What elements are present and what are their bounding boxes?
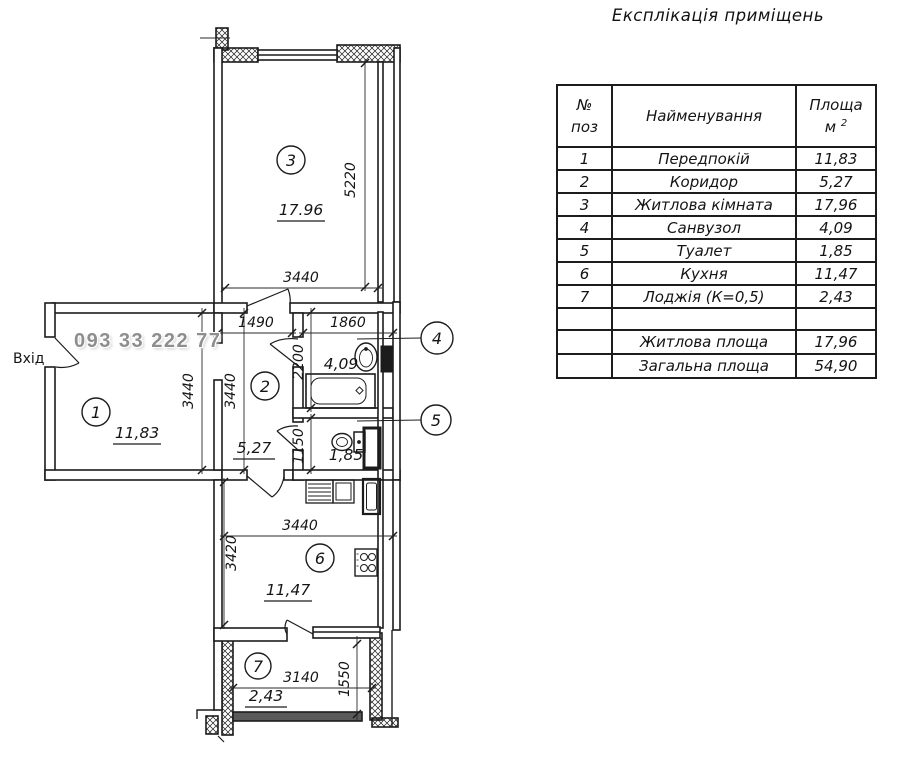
dim-loggia-height: 1550 (337, 661, 353, 697)
dim-hall-height: 3440 (223, 373, 239, 409)
cell-name: Туалет (612, 239, 796, 262)
dim-room3-width: 3440 (283, 270, 319, 286)
area-room-5: 1,85 (328, 446, 364, 464)
cell-pos: 2 (557, 170, 612, 193)
wall-room3-outer-right (394, 48, 400, 302)
svg-text:6: 6 (314, 549, 326, 568)
area-room-1: 11,83 (114, 424, 160, 442)
wall-left-upper (214, 48, 222, 310)
svg-text:2: 2 (259, 377, 271, 396)
bathtub-icon (306, 374, 375, 408)
stove-icon (355, 549, 377, 576)
dim-wc-height: 1150 (291, 428, 307, 464)
cell-area: 17,96 (796, 193, 876, 216)
cell-pos: 4 (557, 216, 612, 239)
washbasin-icon (355, 343, 377, 371)
page-title: Експлікація приміщень (611, 6, 825, 25)
cell-name: Коридор (612, 170, 796, 193)
svg-text:7: 7 (252, 657, 264, 676)
header-name: Найменування (612, 85, 796, 147)
room-6-badge (306, 544, 334, 572)
cell-area: 54,90 (796, 354, 876, 378)
header-area-sup: 2 (840, 118, 848, 129)
cell-name: Житлова кімната (612, 193, 796, 216)
dim-bath-height: 2200 (291, 344, 307, 380)
loggia-parapet (233, 712, 362, 721)
header-pos-line1: № (576, 95, 593, 114)
dim-room1-height: 3440 (181, 373, 197, 409)
dim-kitchen-width: 3440 (282, 518, 318, 534)
cell-name: Санвузол (612, 216, 796, 239)
cell-pos: 7 (557, 285, 612, 308)
wall-room1-bottom (45, 470, 222, 480)
dim-hall-top: 1490 (238, 315, 274, 331)
area-room-3: 17.96 (278, 201, 324, 219)
wall-room1-left-bottom (45, 367, 55, 480)
room-3-badge (277, 146, 305, 174)
cell-pos: 1 (557, 147, 612, 170)
room-1-badge (82, 398, 110, 426)
watermark-phone: 093 33 222 77 (74, 330, 222, 352)
cell-name: Кухня (612, 262, 796, 285)
svg-text:3: 3 (285, 151, 297, 170)
dim-bath-width: 1860 (330, 315, 366, 331)
cell-area: 11,47 (796, 262, 876, 285)
dimension-labels (181, 162, 366, 697)
svg-text:1: 1 (90, 403, 102, 422)
room-2-badge (251, 372, 279, 400)
cell-pos: 5 (557, 239, 612, 262)
door-room3 (247, 289, 290, 306)
cell-name: Передпокій (612, 147, 796, 170)
room-4-callout (357, 322, 453, 354)
cell-area: 5,27 (796, 170, 876, 193)
cell-area: 4,09 (796, 216, 876, 239)
cell-pos: 6 (557, 262, 612, 285)
dim-room3-height: 5220 (343, 162, 359, 198)
cell-name: Загальна площа (612, 354, 796, 378)
cell-name: Житлова площа (612, 330, 796, 354)
cell-area: 11,83 (796, 147, 876, 170)
area-room-7: 2,43 (248, 687, 284, 705)
header-area-unit: м (824, 118, 837, 136)
area-room-4: 4,09 (323, 355, 359, 373)
cell-area: 1,85 (796, 239, 876, 262)
wall-room1-left-top (45, 303, 55, 337)
header-area-line1: Площа (809, 95, 863, 114)
svg-text:4: 4 (431, 329, 443, 348)
bath-duct (381, 346, 393, 372)
area-room-2: 5,27 (236, 439, 272, 457)
wall-room3-inner-right (378, 62, 383, 302)
dim-kitchen-height: 3420 (224, 535, 240, 571)
door-kitchen (247, 476, 284, 497)
entrance-label: Вхід (13, 351, 45, 367)
svg-text:5: 5 (430, 411, 442, 430)
room-7-badge (245, 653, 271, 679)
area-room-6: 11,47 (265, 581, 311, 599)
cell-name: Лоджія (К=0,5) (612, 285, 796, 308)
cell-pos: 3 (557, 193, 612, 216)
header-pos-line2: поз (571, 118, 598, 136)
cell-area: 2,43 (796, 285, 876, 308)
kitchen-sink-icon (306, 480, 354, 503)
wall-left-lower (214, 480, 222, 710)
dim-loggia-width: 3140 (283, 670, 319, 686)
cell-area: 17,96 (796, 330, 876, 354)
door-loggia (285, 620, 313, 634)
